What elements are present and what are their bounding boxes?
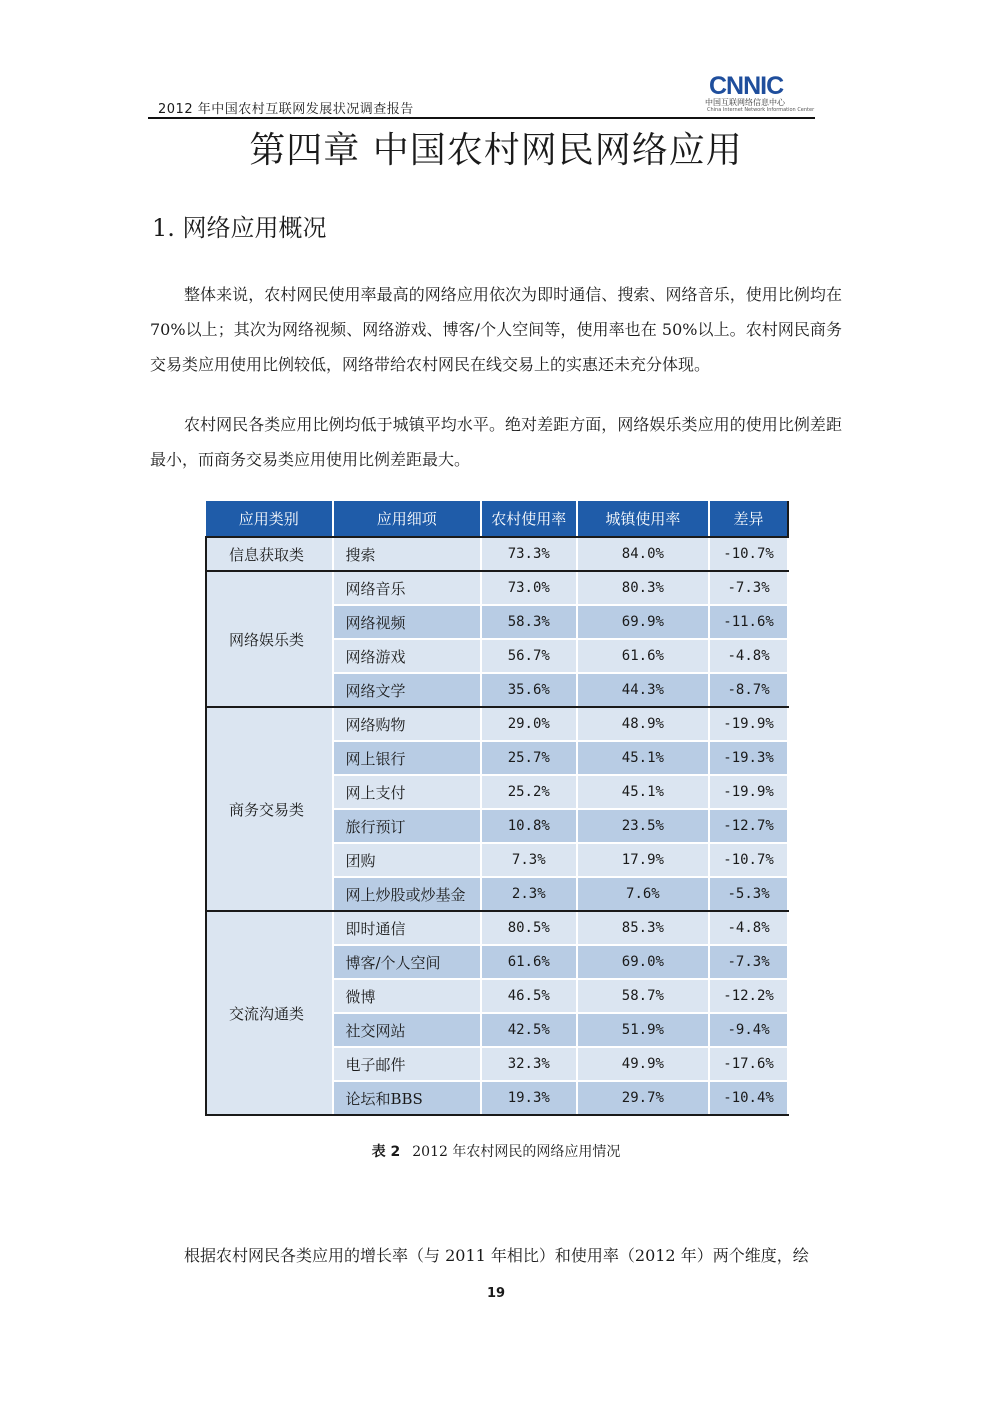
urban-rate: 29.7% xyxy=(577,1081,710,1115)
item-name: 网上支付 xyxy=(333,775,481,809)
logo-wordmark: CNNIC xyxy=(709,72,784,98)
item-name: 网络文学 xyxy=(333,673,481,707)
item-name: 网上炒股或炒基金 xyxy=(333,877,481,911)
rural-rate: 56.7% xyxy=(481,639,577,673)
rural-rate: 73.0% xyxy=(481,571,577,605)
application-usage-table xyxy=(205,501,789,1116)
item-name: 博客/个人空间 xyxy=(333,945,481,979)
item-name: 旅行预订 xyxy=(333,809,481,843)
table-row xyxy=(206,911,788,945)
item-name: 微博 xyxy=(333,979,481,1013)
rural-rate: 35.6% xyxy=(481,673,577,707)
item-name: 网上银行 xyxy=(333,741,481,775)
item-name: 社交网站 xyxy=(333,1013,481,1047)
caption-text: 2012 年农村网民的网络应用情况 xyxy=(412,1144,621,1160)
item-name: 电子邮件 xyxy=(333,1047,481,1081)
rate-difference: -17.6% xyxy=(709,1047,788,1081)
urban-rate: 51.9% xyxy=(577,1013,710,1047)
rural-rate: 29.0% xyxy=(481,707,577,741)
category-info: 信息获取类 xyxy=(206,537,333,571)
item-name: 团购 xyxy=(333,843,481,877)
item-name: 网络音乐 xyxy=(333,571,481,605)
table-row xyxy=(206,571,788,605)
rural-rate: 73.3% xyxy=(481,537,577,571)
rate-difference: -12.2% xyxy=(709,979,788,1013)
urban-rate: 45.1% xyxy=(577,775,710,809)
caption-label: 表 2 xyxy=(371,1144,401,1160)
urban-rate: 69.9% xyxy=(577,605,710,639)
rural-rate: 80.5% xyxy=(481,911,577,945)
section-title: 1. 网络应用概况 xyxy=(152,214,327,242)
rural-rate: 58.3% xyxy=(481,605,577,639)
table-caption xyxy=(0,1141,992,1161)
rural-rate: 10.8% xyxy=(481,809,577,843)
logo-subtitle-en: China Internet Network Information Center xyxy=(707,107,815,113)
urban-rate: 44.3% xyxy=(577,673,710,707)
page-number: 19 xyxy=(486,1286,506,1301)
rural-rate: 32.3% xyxy=(481,1047,577,1081)
rate-difference: -4.8% xyxy=(709,639,788,673)
item-name: 网络视频 xyxy=(333,605,481,639)
rural-rate: 61.6% xyxy=(481,945,577,979)
chapter-title: 第四章 中国农村网民网络应用 xyxy=(249,130,743,171)
report-header-title: 2012 年中国农村互联网发展状况调查报告 xyxy=(158,102,414,117)
header-category: 应用类别 xyxy=(206,501,333,537)
rural-rate: 2.3% xyxy=(481,877,577,911)
header-item: 应用细项 xyxy=(333,501,481,537)
urban-rate: 84.0% xyxy=(577,537,710,571)
urban-rate: 85.3% xyxy=(577,911,710,945)
rate-difference: -10.4% xyxy=(709,1081,788,1115)
rate-difference: -19.9% xyxy=(709,775,788,809)
logo-subtitle: 中国互联网络信息中心 xyxy=(705,98,785,107)
rate-difference: -10.7% xyxy=(709,843,788,877)
rate-difference: -19.3% xyxy=(709,741,788,775)
paragraph-next: 根据农村网民各类应用的增长率（与 2011 年相比）和使用率（2012 年）两个维度，绘 xyxy=(184,1246,809,1265)
rate-difference: -19.9% xyxy=(709,707,788,741)
rate-difference: -10.7% xyxy=(709,537,788,571)
rural-rate: 25.2% xyxy=(481,775,577,809)
category-entertainment: 网络娱乐类 xyxy=(206,571,333,707)
urban-rate: 49.9% xyxy=(577,1047,710,1081)
urban-rate: 48.9% xyxy=(577,707,710,741)
table-row xyxy=(206,537,788,571)
rural-rate: 25.7% xyxy=(481,741,577,775)
urban-rate: 61.6% xyxy=(577,639,710,673)
header-difference: 差异 xyxy=(709,501,788,537)
urban-rate: 45.1% xyxy=(577,741,710,775)
header-urban-rate: 城镇使用率 xyxy=(577,501,710,537)
rate-difference: -8.7% xyxy=(709,673,788,707)
item-name: 网络游戏 xyxy=(333,639,481,673)
rate-difference: -7.3% xyxy=(709,571,788,605)
rural-rate: 42.5% xyxy=(481,1013,577,1047)
table-header-row xyxy=(206,501,788,537)
rural-rate: 7.3% xyxy=(481,843,577,877)
header-divider xyxy=(148,117,815,119)
urban-rate: 23.5% xyxy=(577,809,710,843)
rural-rate: 46.5% xyxy=(481,979,577,1013)
urban-rate: 69.0% xyxy=(577,945,710,979)
item-name: 论坛和BBS xyxy=(333,1081,481,1115)
header-rural-rate: 农村使用率 xyxy=(481,501,577,537)
rural-rate: 19.3% xyxy=(481,1081,577,1115)
rate-difference: -12.7% xyxy=(709,809,788,843)
category-commerce: 商务交易类 xyxy=(206,707,333,911)
rate-difference: -4.8% xyxy=(709,911,788,945)
category-communication: 交流沟通类 xyxy=(206,911,333,1115)
paragraph-overview: 整体来说，农村网民使用率最高的网络应用依次为即时通信、搜索、网络音乐，使用比例均在 70%以上；其次为网络视频、网络游戏、博客/个人空间等，使用率也在 50%以上。农村网民商务交易类应用使用比例较低，网络带给农村网民在线交易上的实惠还未充分体现。 xyxy=(150,285,842,374)
urban-rate: 58.7% xyxy=(577,979,710,1013)
urban-rate: 17.9% xyxy=(577,843,710,877)
rate-difference: -9.4% xyxy=(709,1013,788,1047)
rate-difference: -11.6% xyxy=(709,605,788,639)
cnnic-logo xyxy=(705,72,815,116)
urban-rate: 80.3% xyxy=(577,571,710,605)
table-row xyxy=(206,707,788,741)
urban-rate: 7.6% xyxy=(577,877,710,911)
item-name: 网络购物 xyxy=(333,707,481,741)
paragraph-comparison: 农村网民各类应用比例均低于城镇平均水平。绝对差距方面，网络娱乐类应用的使用比例差距最小，而商务交易类应用使用比例差距最大。 xyxy=(150,415,842,469)
rate-difference: -5.3% xyxy=(709,877,788,911)
item-name: 即时通信 xyxy=(333,911,481,945)
rate-difference: -7.3% xyxy=(709,945,788,979)
item-name: 搜索 xyxy=(333,537,481,571)
